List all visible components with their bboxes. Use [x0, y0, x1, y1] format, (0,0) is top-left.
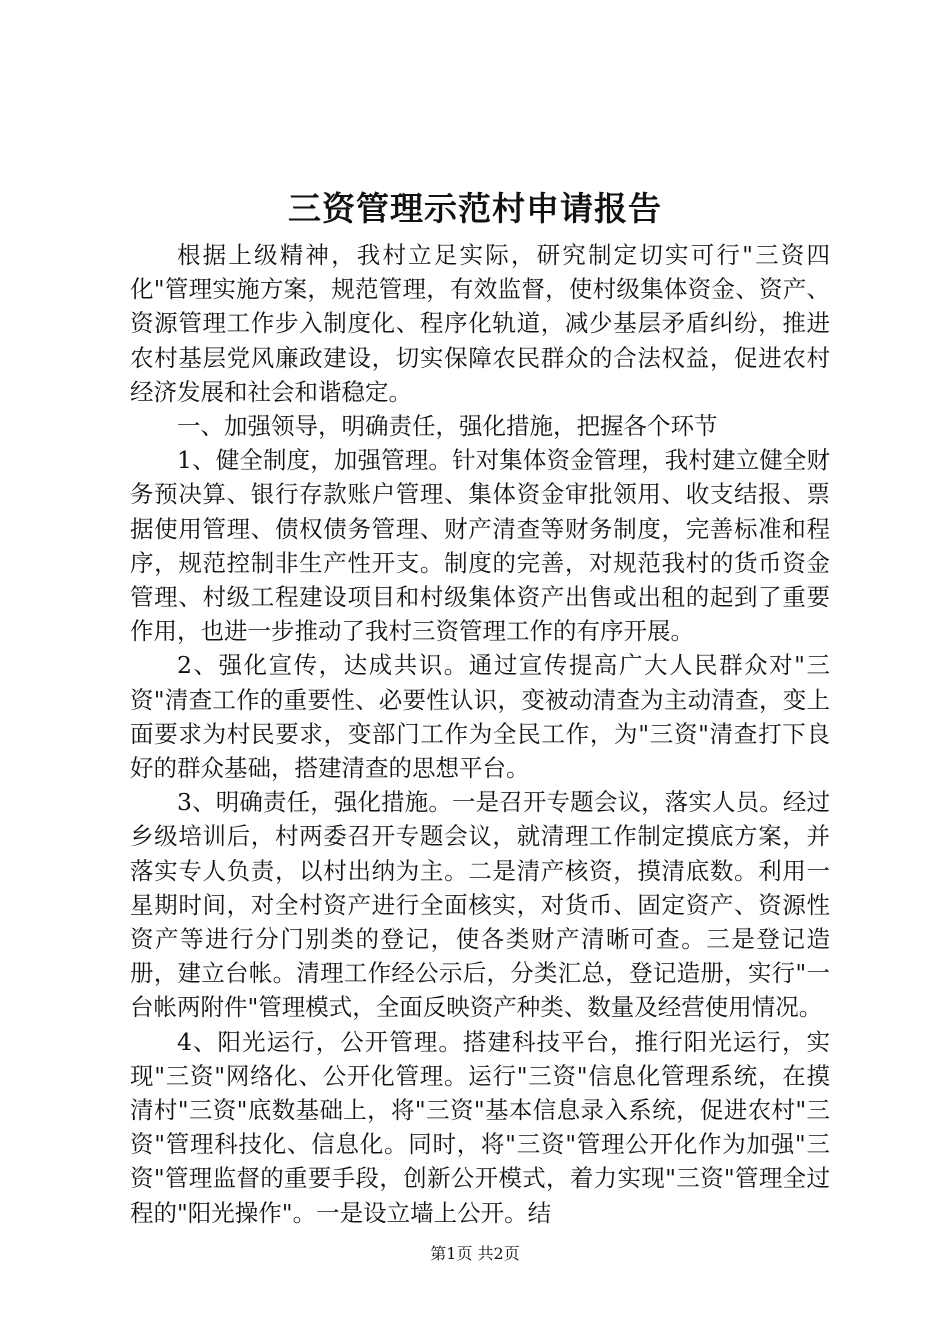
paragraph-item-4: 4、阳光运行，公开管理。搭建科技平台，推行阳光运行，实现"三资"网络化、公开化管理。运行"三资"信息化管理系统，在摸清村"三资"底数基础上，将"三资"基本信息录入系统，促进农村"三资"管理科技化、信息化。同时，将"三资"管理公开化作为加强"三资"管理监督的重要手段，创新公开模式，着力实现"三资"管理全过程的"阳光操作"。一是设立墙上公开。结	[130, 1027, 830, 1227]
document-body	[130, 238, 830, 1230]
document-title: 三资管理示范村申请报告	[288, 189, 662, 228]
section-heading-1: 一、加强领导，明确责任，强化措施，把握各个环节	[177, 412, 718, 441]
paragraph-item-2: 2、强化宣传，达成共识。通过宣传提高广大人民群众对"三资"清查工作的重要性、必要性认识，变被动清查为主动清查，变上面要求为村民要求，变部门工作为全民工作，为"三资"清查打下良好的群众基础，搭建清查的思想平台。	[130, 651, 830, 783]
paragraph-item-3: 3、明确责任，强化措施。一是召开专题会议，落实人员。经过乡级培训后，村两委召开专题会议，就清理工作制定摸底方案，并落实专人负责，以村出纳为主。二是清产核资，摸清底数。利用一星期时间，对全村资产进行全面核实，对货币、固定资产、资源性资产等进行分门别类的登记，使各类财产清晰可查。三是登记造册，建立台帐。清理工作经公示后，分类汇总，登记造册，实行"一台帐两附件"管理模式，全面反映资产种类、数量及经营使用情况。	[130, 788, 830, 1022]
page-number-footer: 第1页 共2页	[430, 1244, 520, 1263]
paragraph-intro: 根据上级精神，我村立足实际，研究制定切实可行"三资四化"管理实施方案，规范管理，有效监督，使村级集体资金、资产、资源管理工作步入制度化、程序化轨道，减少基层矛盾纠纷，推进农村基层党风廉政建设，切实保障农民群众的合法权益，促进农村经济发展和社会和谐稳定。	[130, 241, 830, 406]
paragraph-item-1: 1、健全制度，加强管理。针对集体资金管理，我村建立健全财务预决算、银行存款账户管理、集体资金审批领用、收支结报、票据使用管理、债权债务管理、财产清查等财务制度，完善标准和程序，规范控制非生产性开支。制度的完善，对规范我村的货币资金管理、村级工程建设项目和村级集体资产出售或出租的起到了重要作用，也进一步推动了我村三资管理工作的有序开展。	[130, 446, 830, 646]
